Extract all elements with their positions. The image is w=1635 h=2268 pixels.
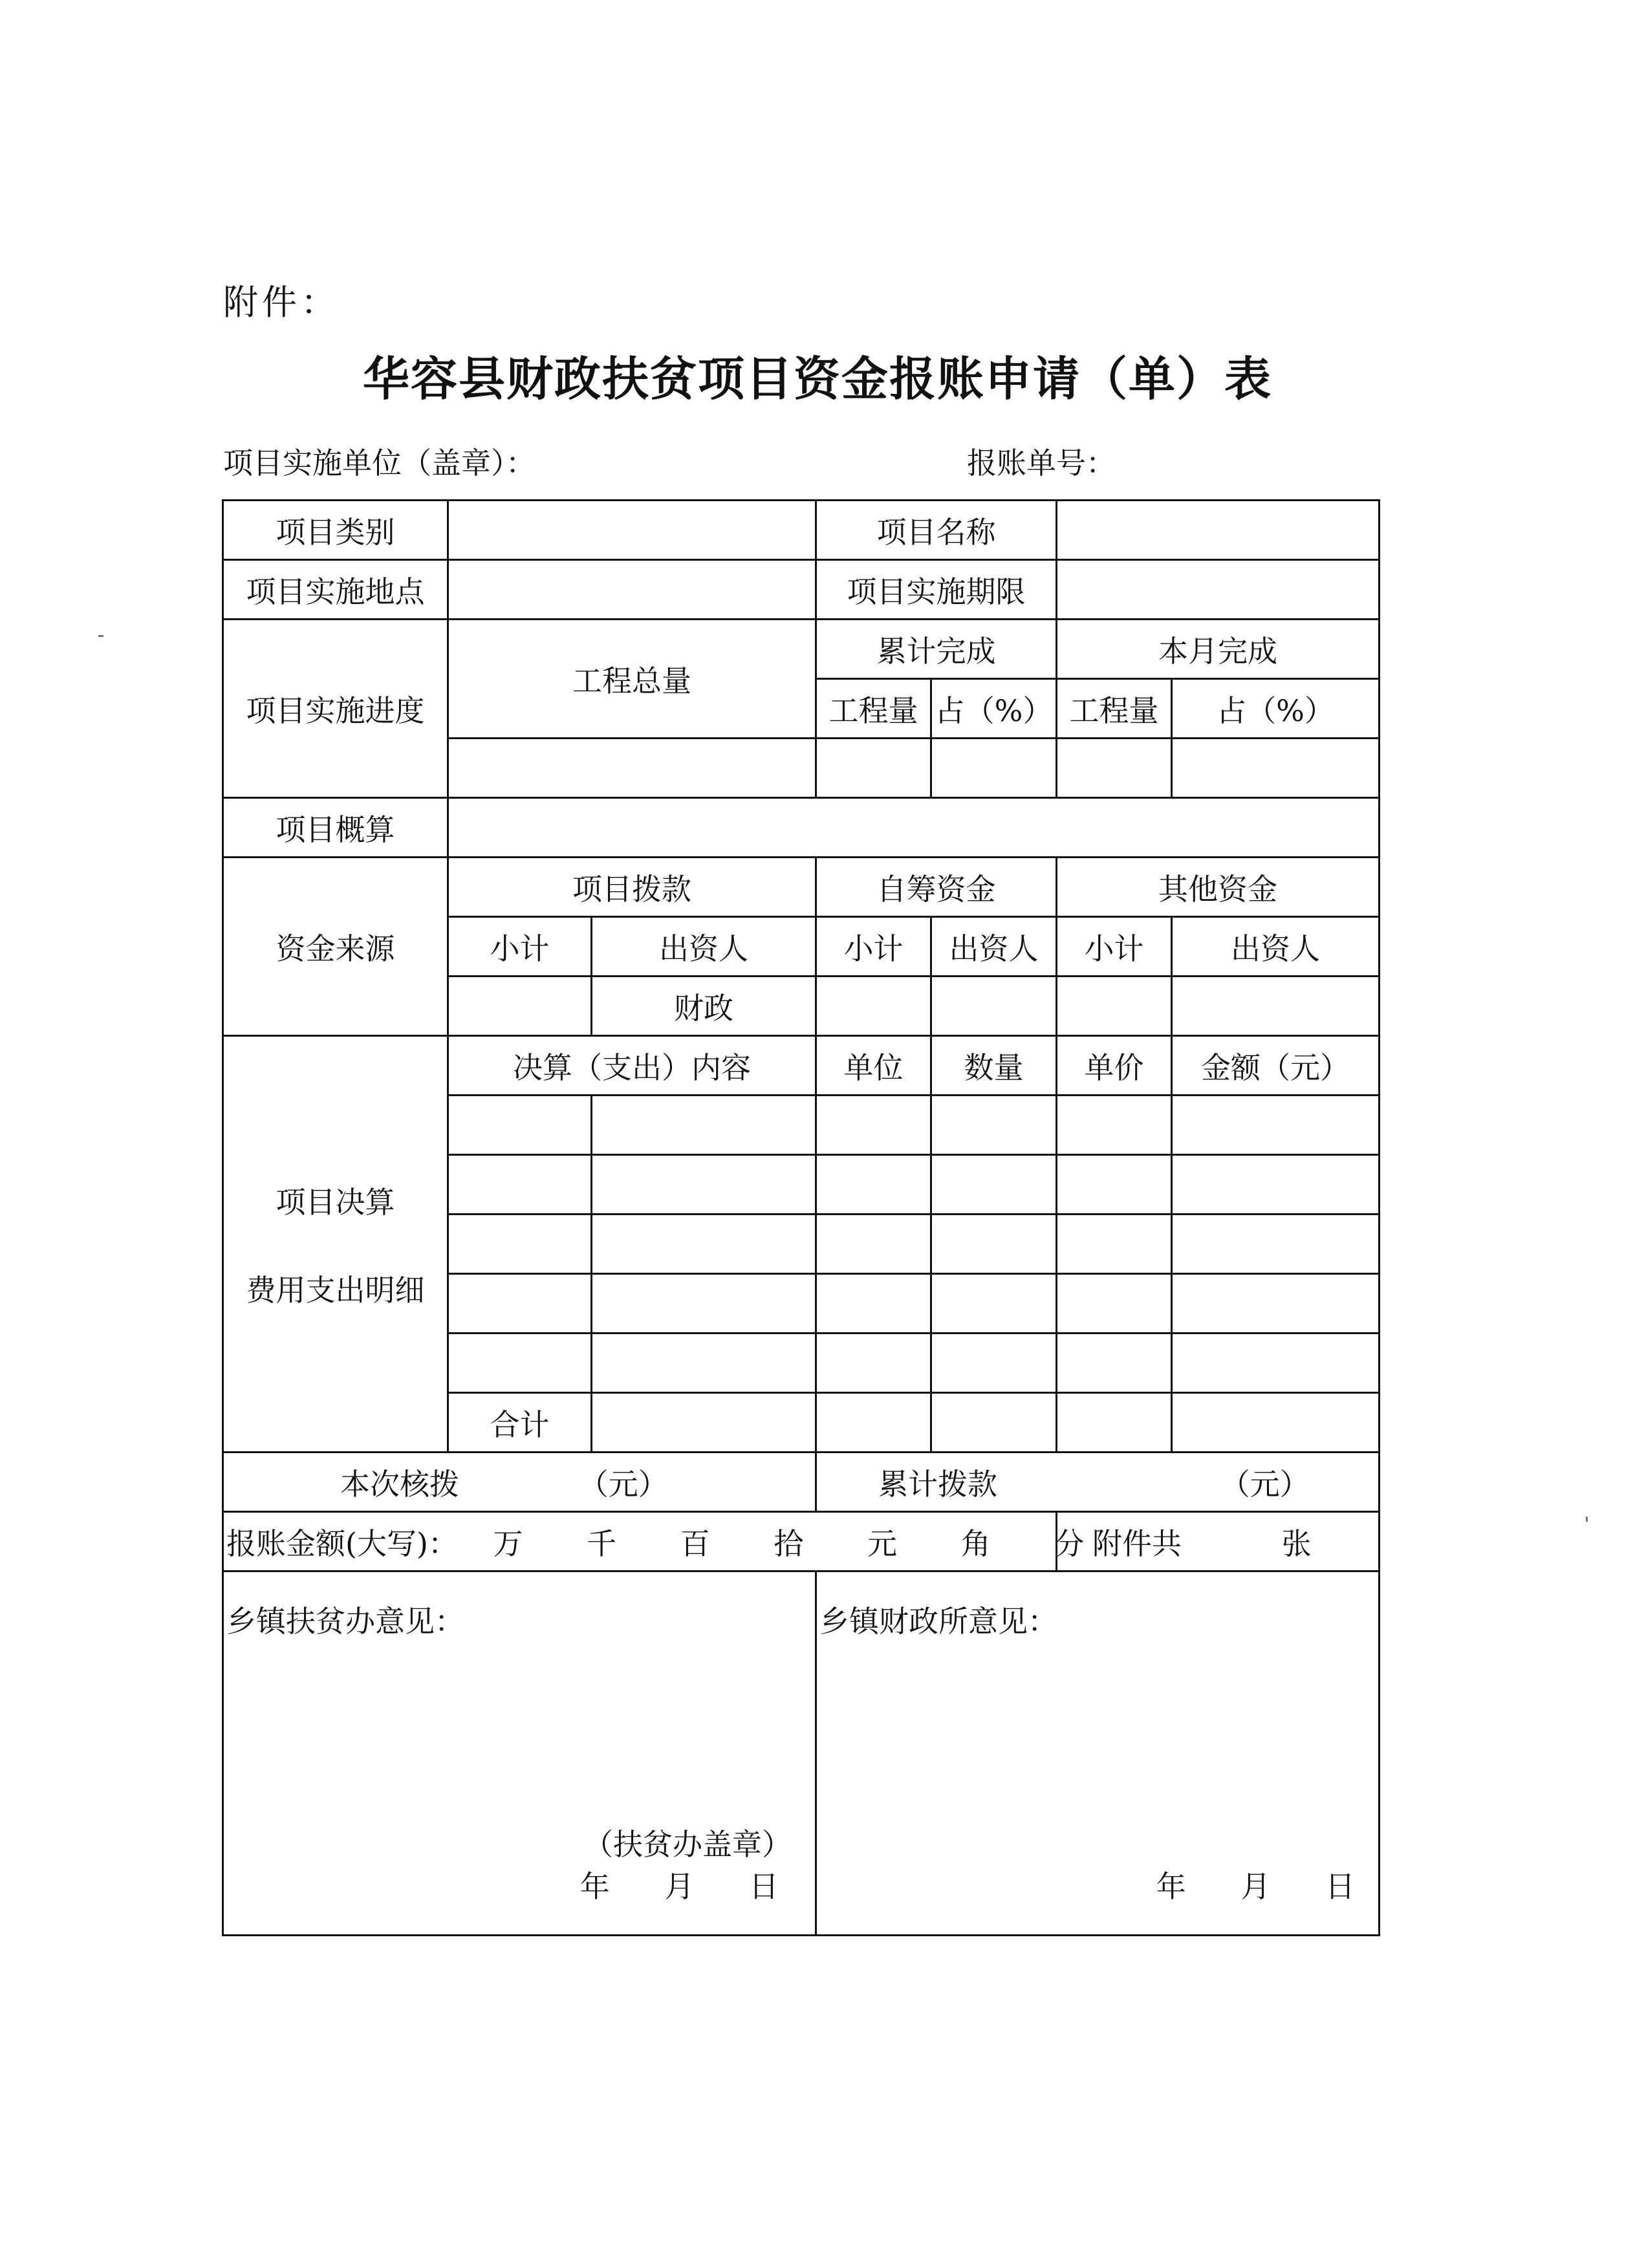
- finance-date: [1156, 1863, 1355, 1906]
- cumulative-work-amount-label: 工程量: [816, 679, 931, 739]
- settlement-cell[interactable]: [816, 1155, 931, 1215]
- settlement-cell[interactable]: [1057, 1215, 1172, 1274]
- total-cell[interactable]: [1057, 1393, 1172, 1453]
- reimbursement-form-table: [222, 499, 1380, 1936]
- settlement-cell[interactable]: [1172, 1155, 1380, 1215]
- row-opinions: [223, 1571, 1380, 1936]
- self-investor-label: 出资人: [931, 917, 1057, 977]
- voucher-number-label: 报账单号：: [967, 446, 1116, 481]
- unit-shi: 拾: [774, 1526, 804, 1561]
- settlement-label: [223, 1036, 448, 1453]
- project-type-value[interactable]: [448, 501, 816, 560]
- row-amount-upper: [223, 1512, 1380, 1571]
- settlement-content-label: 决算（支出）内容: [448, 1036, 816, 1096]
- settlement-cell[interactable]: [931, 1155, 1057, 1215]
- project-alloc-label: 项目拨款: [448, 858, 816, 917]
- row-progress-header: [223, 620, 1380, 679]
- settlement-cell[interactable]: [816, 1274, 931, 1334]
- settlement-cell[interactable]: [1172, 1096, 1380, 1155]
- settlement-cell[interactable]: [1057, 1334, 1172, 1393]
- estimate-label: 项目概算: [223, 798, 448, 858]
- quantity-label: 数量: [931, 1036, 1057, 1096]
- settlement-cell[interactable]: [931, 1274, 1057, 1334]
- total-work-label: 工程总量: [448, 620, 816, 739]
- row-funding-header: [223, 858, 1380, 917]
- settlement-cell[interactable]: [1057, 1274, 1172, 1334]
- settlement-label-line2: 费用支出明细: [246, 1272, 425, 1308]
- unit-fen: 分: [1054, 1526, 1085, 1561]
- month-work-amount-label: 工程量: [1057, 679, 1172, 739]
- settlement-cell[interactable]: [592, 1155, 816, 1215]
- scan-speck: [98, 635, 103, 637]
- project-name-value[interactable]: [1057, 501, 1380, 560]
- row-location: [223, 560, 1380, 620]
- this-approval-label: 本次核拨: [340, 1466, 459, 1502]
- office-date-month: 月: [664, 1869, 695, 1904]
- township-office-opinion-label: 乡镇扶贫办意见：: [226, 1604, 464, 1639]
- unit-seal-label: 项目实施单位（盖章）：: [223, 446, 536, 481]
- self-raised-label: 自筹资金: [816, 858, 1057, 917]
- settlement-cell[interactable]: [1057, 1155, 1172, 1215]
- cumulative-alloc-cell[interactable]: [816, 1453, 1380, 1512]
- attach-count-label: 附件共: [1092, 1526, 1182, 1561]
- month-done-label: 本月完成: [1057, 620, 1380, 679]
- finance-date-year: 年: [1156, 1869, 1186, 1904]
- total-work-value[interactable]: [448, 739, 816, 798]
- self-subtotal-label: 小计: [816, 917, 931, 977]
- settlement-cell[interactable]: [448, 1155, 592, 1215]
- settlement-cell[interactable]: [1172, 1215, 1380, 1274]
- cumulative-work-amount-value[interactable]: [816, 739, 931, 798]
- unit-label: 单位: [816, 1036, 931, 1096]
- row-estimate: [223, 798, 1380, 858]
- amount-label: 金额（元）: [1172, 1036, 1380, 1096]
- settlement-cell[interactable]: [448, 1334, 592, 1393]
- office-date-year: 年: [579, 1869, 610, 1904]
- project-type-label: 项目类别: [223, 501, 448, 560]
- other-funds-label: 其他资金: [1057, 858, 1380, 917]
- month-percent-label: 占（%）: [1172, 679, 1380, 739]
- unit-qian: 千: [587, 1526, 617, 1561]
- total-label: 合计: [448, 1393, 592, 1453]
- row-approval: [223, 1453, 1380, 1512]
- settlement-cell[interactable]: [931, 1215, 1057, 1274]
- finance-date-month: 月: [1240, 1869, 1271, 1904]
- location-value[interactable]: [448, 560, 816, 620]
- progress-label: 项目实施进度: [223, 620, 448, 798]
- settlement-cell[interactable]: [592, 1215, 816, 1274]
- unit-wan: 万: [493, 1526, 523, 1561]
- township-finance-opinion-cell[interactable]: [816, 1571, 1380, 1936]
- unit-price-label: 单价: [1057, 1036, 1172, 1096]
- row-settlement-header: [223, 1036, 1380, 1096]
- settlement-cell[interactable]: [816, 1334, 931, 1393]
- project-name-label: 项目名称: [816, 501, 1057, 560]
- other-subtotal-label: 小计: [1057, 917, 1172, 977]
- period-value[interactable]: [1057, 560, 1380, 620]
- settlement-cell[interactable]: [448, 1215, 592, 1274]
- document-title: 华容县财政扶贫项目资金报账申请（单）表: [362, 351, 1272, 406]
- cumulative-percent-label: 占（%）: [931, 679, 1057, 739]
- township-finance-opinion-label: 乡镇财政所意见：: [819, 1604, 1057, 1639]
- settlement-cell[interactable]: [1172, 1334, 1380, 1393]
- other-subtotal-value[interactable]: [1057, 977, 1172, 1036]
- total-cell[interactable]: [816, 1393, 931, 1453]
- this-approval-unit: （元）: [578, 1466, 668, 1502]
- settlement-cell[interactable]: [931, 1334, 1057, 1393]
- settlement-cell[interactable]: [592, 1274, 816, 1334]
- funding-source-label: 资金来源: [223, 858, 448, 1036]
- total-cell[interactable]: [592, 1393, 816, 1453]
- unit-jiao: 角: [960, 1526, 991, 1561]
- alloc-subtotal-value[interactable]: [448, 977, 592, 1036]
- settlement-cell[interactable]: [816, 1096, 931, 1155]
- settlement-cell[interactable]: [1057, 1096, 1172, 1155]
- cumulative-alloc-label: 累计拨款: [878, 1466, 997, 1502]
- unit-yuan: 元: [867, 1526, 898, 1561]
- alloc-investor-label: 出资人: [592, 917, 816, 977]
- settlement-cell[interactable]: [592, 1334, 816, 1393]
- cumulative-alloc-unit: （元）: [1220, 1466, 1310, 1502]
- self-investor-value[interactable]: [931, 977, 1057, 1036]
- finance-date-day: 日: [1325, 1869, 1355, 1904]
- location-label: 项目实施地点: [223, 560, 448, 620]
- office-date: [580, 1863, 779, 1906]
- attach-count-cell[interactable]: [1057, 1512, 1380, 1571]
- settlement-cell[interactable]: [448, 1274, 592, 1334]
- alloc-investor-finance: 财政: [592, 977, 816, 1036]
- row-project-type: [223, 501, 1380, 560]
- month-work-amount-value[interactable]: [1057, 739, 1172, 798]
- other-investor-value[interactable]: [1172, 977, 1380, 1036]
- period-label: 项目实施期限: [816, 560, 1057, 620]
- cumulative-percent-value[interactable]: [931, 739, 1057, 798]
- other-investor-label: 出资人: [1172, 917, 1380, 977]
- estimate-value[interactable]: [448, 798, 1380, 858]
- cumulative-done-label: 累计完成: [816, 620, 1057, 679]
- amount-upper-cell[interactable]: [223, 1512, 1085, 1571]
- this-approval-cell[interactable]: [223, 1453, 816, 1512]
- attach-count-unit: 张: [1281, 1526, 1312, 1561]
- total-cell[interactable]: [1172, 1393, 1380, 1453]
- settlement-cell[interactable]: [816, 1215, 931, 1274]
- settlement-cell[interactable]: [592, 1096, 816, 1155]
- self-subtotal-value[interactable]: [816, 977, 931, 1036]
- office-seal-label: （扶贫办盖章）: [583, 1827, 792, 1862]
- settlement-cell[interactable]: [1172, 1274, 1380, 1334]
- township-office-opinion-cell[interactable]: [223, 1571, 816, 1936]
- settlement-cell[interactable]: [448, 1096, 592, 1155]
- settlement-label-line1: 项目决算: [276, 1184, 395, 1220]
- alloc-subtotal-label: 小计: [448, 917, 592, 977]
- attachment-label: 附件：: [223, 282, 340, 323]
- settlement-cell[interactable]: [931, 1096, 1057, 1155]
- office-date-day: 日: [749, 1869, 779, 1904]
- unit-bai: 百: [680, 1526, 710, 1561]
- month-percent-value[interactable]: [1172, 739, 1380, 798]
- total-cell[interactable]: [931, 1393, 1057, 1453]
- scan-speck: [1586, 1517, 1588, 1522]
- amount-upper-label: 报账金额(大写)：: [226, 1526, 458, 1561]
